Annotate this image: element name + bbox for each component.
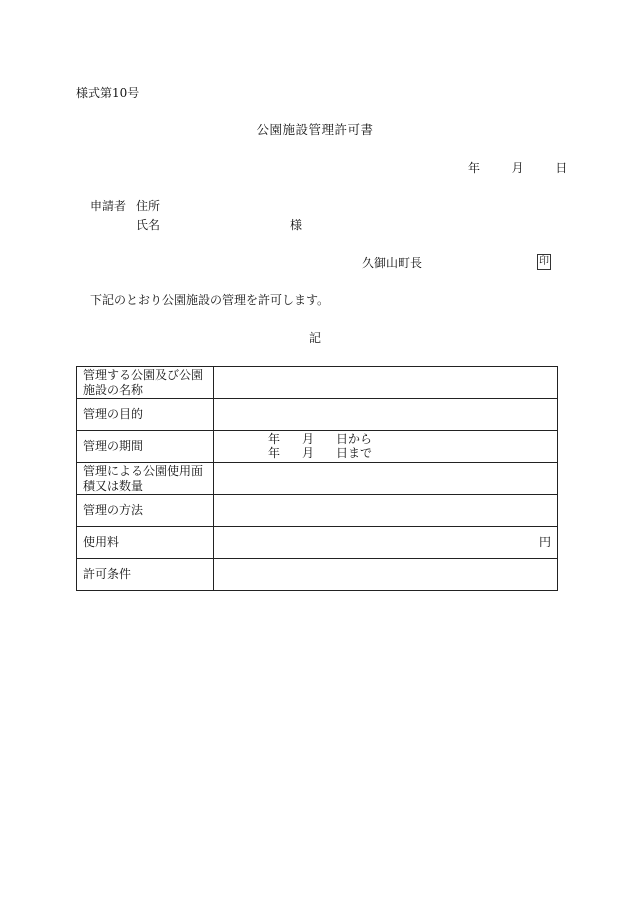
period-from-month: 月 bbox=[302, 432, 315, 446]
applicant-label: 申請者 bbox=[90, 199, 127, 213]
period-from-year: 年 bbox=[268, 432, 281, 446]
period-values bbox=[268, 433, 372, 460]
row-label-fee: 使用料 bbox=[77, 527, 214, 559]
seal-stamp: 印 bbox=[537, 254, 551, 270]
period-from-day: 日から bbox=[336, 432, 373, 446]
date-month: 月 bbox=[511, 161, 524, 175]
value-cell-method bbox=[214, 495, 558, 527]
issue-date bbox=[468, 161, 567, 175]
section-heading: 記 bbox=[308, 331, 321, 345]
period-from bbox=[268, 433, 372, 447]
issuer-name: 久御山町長 bbox=[362, 256, 423, 270]
table-row bbox=[77, 527, 558, 559]
value-cell-fee bbox=[214, 527, 558, 559]
table-row bbox=[77, 431, 558, 463]
row-label-method: 管理の方法 bbox=[77, 495, 214, 527]
permission-statement: 下記のとおり公園施設の管理を許可します。 bbox=[90, 293, 330, 307]
value-cell-area bbox=[214, 463, 558, 495]
date-day: 日 bbox=[555, 161, 568, 175]
row-label-facility-name: 管理する公園及び公園施設の名称 bbox=[77, 367, 214, 399]
form-number: 様式第10号 bbox=[76, 86, 140, 100]
currency-unit: 円 bbox=[538, 535, 551, 549]
row-label-period: 管理の期間 bbox=[77, 431, 214, 463]
period-to-year: 年 bbox=[268, 445, 281, 460]
value-cell-facility-name bbox=[214, 367, 558, 399]
address-label: 住所 bbox=[136, 199, 161, 213]
row-label-area: 管理による公園使用面積又は数量 bbox=[77, 463, 214, 495]
table-row bbox=[77, 399, 558, 431]
table-row bbox=[77, 367, 558, 399]
row-label-purpose: 管理の目的 bbox=[77, 399, 214, 431]
date-year: 年 bbox=[468, 161, 481, 175]
table-row bbox=[77, 495, 558, 527]
value-cell-purpose bbox=[214, 399, 558, 431]
period-to bbox=[268, 447, 372, 461]
table-row bbox=[77, 463, 558, 495]
period-to-day: 日まで bbox=[336, 445, 373, 460]
document-title: 公園施設管理許可書 bbox=[256, 122, 374, 137]
permit-detail-table bbox=[76, 366, 558, 591]
name-label: 氏名 bbox=[136, 218, 161, 232]
value-cell-period bbox=[214, 431, 558, 463]
table-row bbox=[77, 559, 558, 591]
honorific: 様 bbox=[290, 218, 303, 232]
value-cell-conditions bbox=[214, 559, 558, 591]
period-to-month: 月 bbox=[302, 445, 315, 460]
row-label-conditions: 許可条件 bbox=[77, 559, 214, 591]
